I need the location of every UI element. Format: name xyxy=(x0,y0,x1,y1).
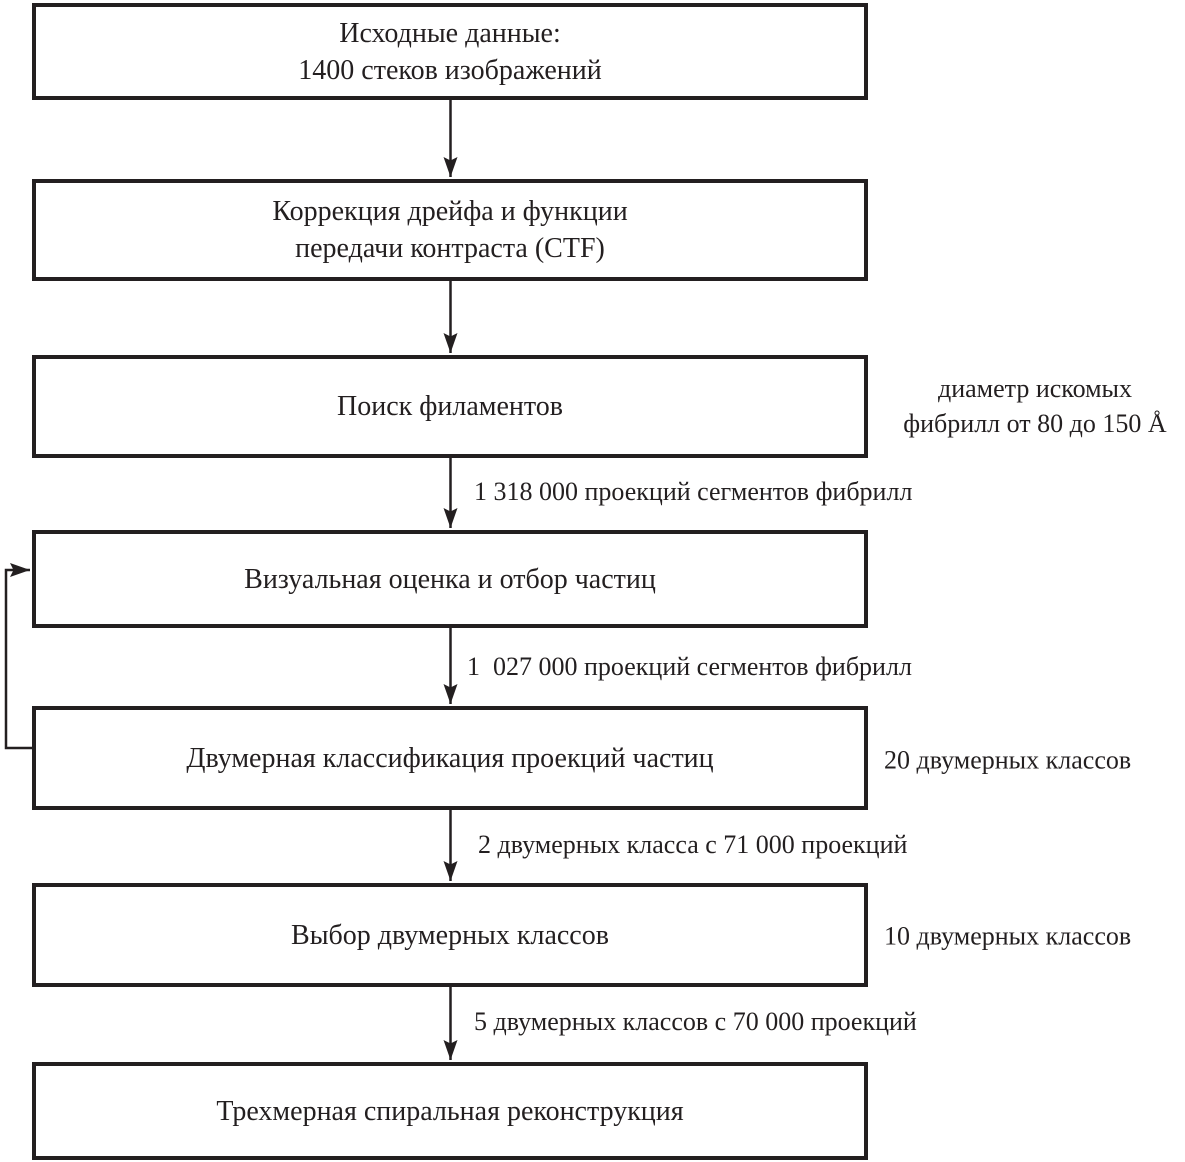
box-2d-classification-label: Двумерная классификация проекций частиц xyxy=(186,742,714,774)
edge-label-segment-projections-1027000: 1 027 000 проекций сегментов фибрилл xyxy=(467,652,912,681)
edge-label-segment-projections-1318000: 1 318 000 проекций сегментов фибрилл xyxy=(474,477,913,506)
box-visual-assessment xyxy=(32,530,868,628)
edge-label-2-classes-71000: 2 двумерных класса с 71 000 проекций xyxy=(478,830,908,859)
box-2d-classification xyxy=(32,706,868,810)
side-note-fibril-diameter-line2: фибрилл от 80 до 150 Å xyxy=(903,409,1167,438)
box-filament-search xyxy=(32,355,868,458)
box-drift-ctf-line2: передачи контраста (CTF) xyxy=(295,233,605,264)
box-drift-ctf-correction xyxy=(32,179,868,281)
box-3d-helical-reconstruction-label: Трехмерная спиральная реконструкция xyxy=(216,1095,684,1127)
edge-label-5-classes-70000: 5 двумерных классов с 70 000 проекций xyxy=(474,1007,917,1036)
side-note-fibril-diameter xyxy=(885,371,1185,441)
feedback-loop-arrow xyxy=(6,570,32,748)
box-2d-class-selection-label: Выбор двумерных классов xyxy=(291,919,609,951)
side-note-fibril-diameter-line1: диаметр искомых xyxy=(937,374,1133,403)
side-note-10-classes xyxy=(884,919,1184,954)
box-source-data xyxy=(32,3,868,100)
box-source-data-line1: Исходные данные: xyxy=(339,17,561,49)
box-2d-class-selection xyxy=(32,883,868,987)
side-note-20-classes-label: 20 двумерных классов xyxy=(884,745,1132,775)
box-source-data-line2: 1400 стеков изображений xyxy=(298,54,602,86)
side-note-20-classes xyxy=(884,743,1184,778)
box-3d-helical-reconstruction xyxy=(32,1062,868,1160)
side-note-10-classes-label: 10 двумерных классов xyxy=(884,921,1132,951)
box-visual-assessment-label: Визуальная оценка и отбор частиц xyxy=(244,563,656,595)
box-filament-search-label: Поиск филаментов xyxy=(337,391,563,422)
box-drift-ctf-line1: Коррекция дрейфа и функции xyxy=(272,196,628,227)
